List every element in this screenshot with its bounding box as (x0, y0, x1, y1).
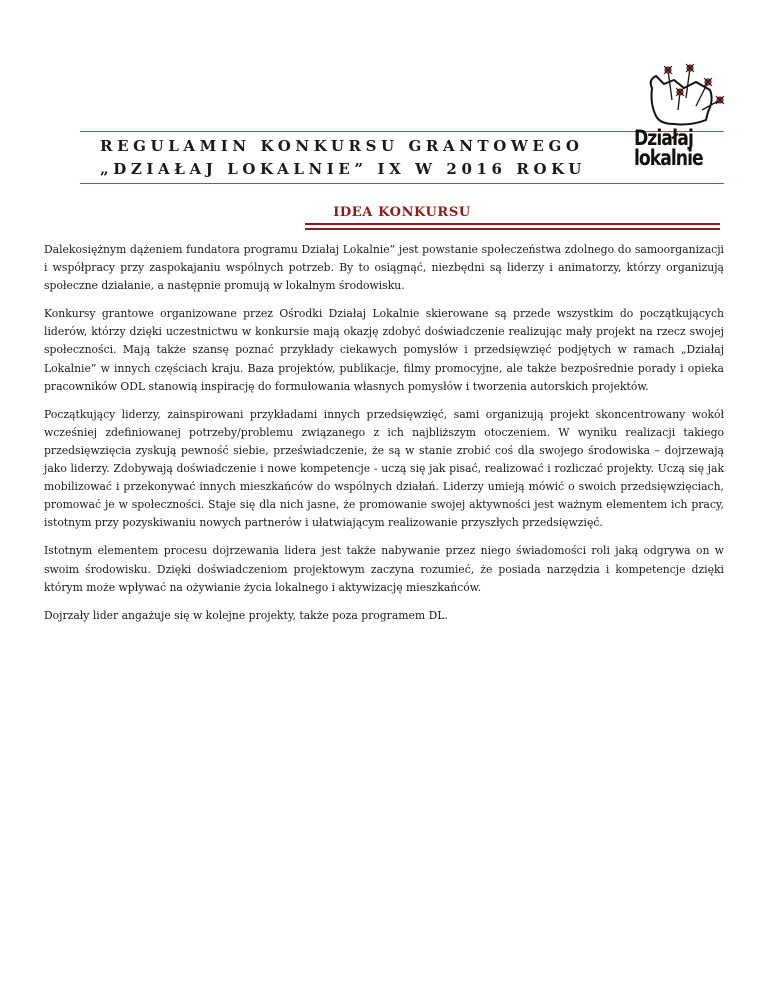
paragraph: Dalekosiężnym dążeniem fundatora programu Działaj Lokalnie” jest powstanie społeczeństwa zdolnego do samoorganizacji i współpracy przy zaspokajaniu wspólnych potrzeb. By to osiągnąć, niezbędni są liderzy i animatorzy, którzy organizują społeczne działanie, a następnie promują w lokalnym środowisku. (44, 243, 724, 293)
header-bottom-rule (80, 183, 724, 184)
document-title (100, 135, 600, 181)
paragraph: Dojrzały lider angażuje się w kolejne projekty, także poza programem DL. (44, 608, 448, 622)
logo-text (634, 128, 713, 168)
paragraph: Istotnym elementem procesu dojrzewania lidera jest także nabywanie przez niego świadomości roli jaką odgrywa on w swoim środowisku. Dzięki doświadczeniom projektowym zaczyna rozumieć, że posiada narzędzia i kompetencje dzięki którym może wpływać na ożywianie życia lokalnego i aktywizację mieszkańców. (44, 544, 724, 594)
paragraph: Konkursy grantowe organizowane przez Ośrodki Działaj Lokalnie skierowane są przede wszystkim do początkujących liderów, którzy dzięki uczestnictwu w konkursie mają okazję zdobyć doświadczenie realizując mały projekt na rzecz swojej społeczności. Mają także szansę poznać przykłady ciekawych pomysłów i przedsięwzięć podjętych w ramach „Działaj Lokalnie” w innych częściach kraju. Baza projektów, publikacje, filmy promocyjne, ale także bezpośrednie porady i opieka pracowników ODL stanowią inspirację do formułowania własnych pomysłów i tworzenia autorskich projektów. (44, 307, 724, 393)
document-title-line-2: „DZIAŁAJ LOKALNIE” IX W 2016 ROKU (100, 160, 586, 178)
section-heading-underline (305, 223, 720, 230)
paragraph: Początkujący liderzy, zainspirowani przykładami innych przedsięwzięć, sami organizują projekt skoncentrowany wokół wcześniej zdefiniowanej potrzeby/problemu związanego z ich najbliższym otoczeniem. W wyniku realizacji takiego przedsięwzięcia zyskują pewność siebie, przeświadczenie, że są w stanie zrobić coś dla swojego środowiska – dojrzewają jako liderzy. Zdobywają doświadczenie i nowe kompetencje - uczą się jak pisać, realizować i rozliczać projekty. Uczą się jak mobilizować i przekonywać innych mieszkańców do wspólnych działań. Liderzy umieją mówić o swoich przedsięwzięciach, promować je w społeczności. Staje się dla nich jasne, że promowanie swojej aktywności jest ważnym elementem ich pracy, istotnym przy pozyskiwaniu nowych partnerów i ułatwiającym realizowanie przyszłych przedsięwzięć. (44, 407, 724, 530)
logo-text-line-2: lokalnie (634, 146, 703, 170)
header-top-rule (80, 131, 724, 132)
body-text (44, 241, 724, 635)
section-heading: IDEA KONKURSU (333, 205, 471, 220)
logo-text-line-1: Działaj (634, 126, 693, 150)
document-title-line-1: REGULAMIN KONKURSU GRANTOWEGO (100, 137, 584, 155)
